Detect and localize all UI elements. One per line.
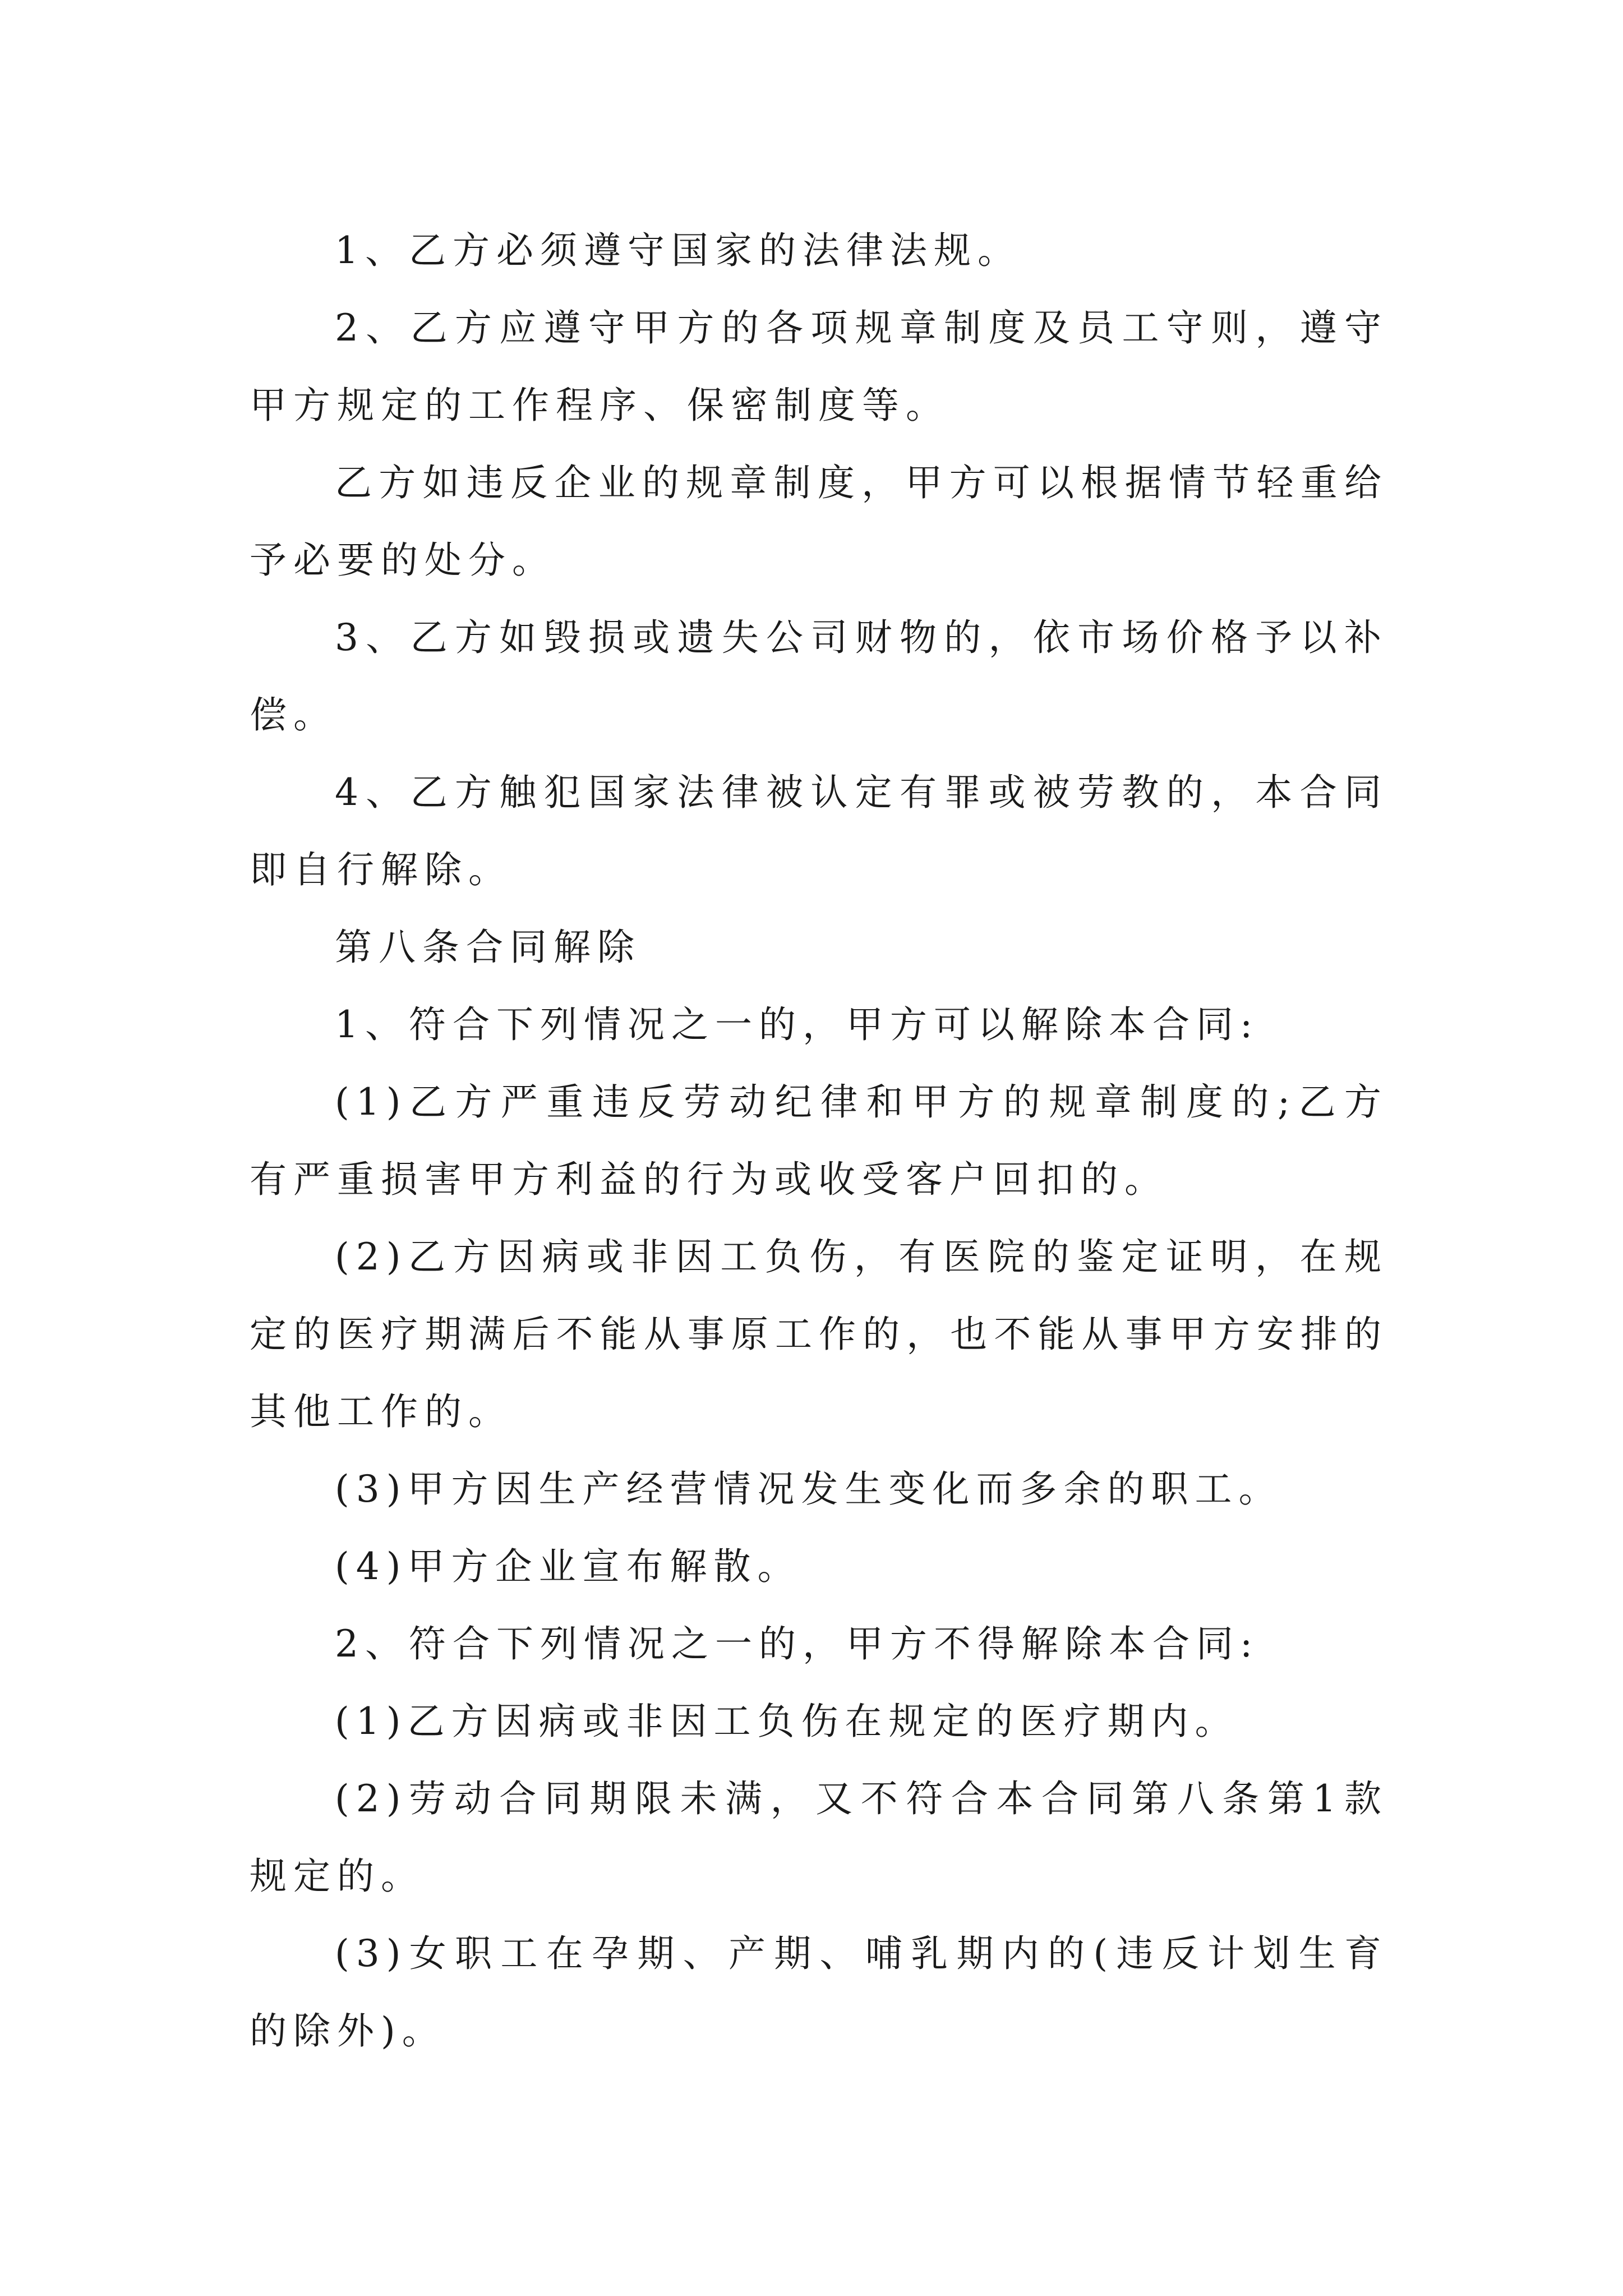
- paragraph-item-1-discipline: (1)乙方严重违反劳动纪律和甲方的规章制度的;乙方有严重损害甲方利益的行为或收受客户回扣的。: [250, 1080, 1388, 1201]
- paragraph-obey-law: 1、乙方必须遵守国家的法律法规。: [335, 229, 1021, 272]
- paragraph-obey-rules: 2、乙方应遵守甲方的各项规章制度及员工守则，遵守甲方规定的工作程序、保密制度等。: [250, 306, 1388, 427]
- paragraph-violation-penalty: 乙方如违反企业的规章制度，甲方可以根据情节轻重给予必要的处分。: [250, 461, 1388, 582]
- paragraph-no-termination-item-3: (3)女职工在孕期、产期、哺乳期内的(违反计划生育的除外)。: [250, 1932, 1388, 2053]
- paragraph-item-4-dissolution: (4)甲方企业宣布解散。: [335, 1545, 801, 1588]
- paragraph-item-3-surplus: (3)甲方因生产经营情况发生变化而多余的职工。: [335, 1467, 1283, 1511]
- paragraph-no-termination-conditions: 2、符合下列情况之一的，甲方不得解除本合同:: [335, 1622, 1260, 1665]
- paragraph-no-termination-item-1: (1)乙方因病或非因工负伤在规定的医疗期内。: [335, 1700, 1239, 1743]
- paragraph-criminal-termination: 4、乙方触犯国家法律被认定有罪或被劳教的，本合同即自行解除。: [250, 771, 1388, 891]
- document-body: [250, 212, 1388, 2070]
- paragraph-no-termination-item-2: (2)劳动合同期限未满，又不符合本合同第八条第1款规定的。: [250, 1777, 1388, 1898]
- paragraph-item-2-illness: (2)乙方因病或非因工负伤，有医院的鉴定证明，在规定的医疗期满后不能从事原工作的，也不能从事甲方安排的其他工作的。: [250, 1235, 1388, 1433]
- section-heading-contract-termination: 第八条合同解除: [335, 926, 641, 969]
- paragraph-property-damage: 3、乙方如毁损或遗失公司财物的，依市场价格予以补偿。: [250, 616, 1388, 737]
- paragraph-termination-conditions: 1、符合下列情况之一的，甲方可以解除本合同:: [335, 1003, 1260, 1046]
